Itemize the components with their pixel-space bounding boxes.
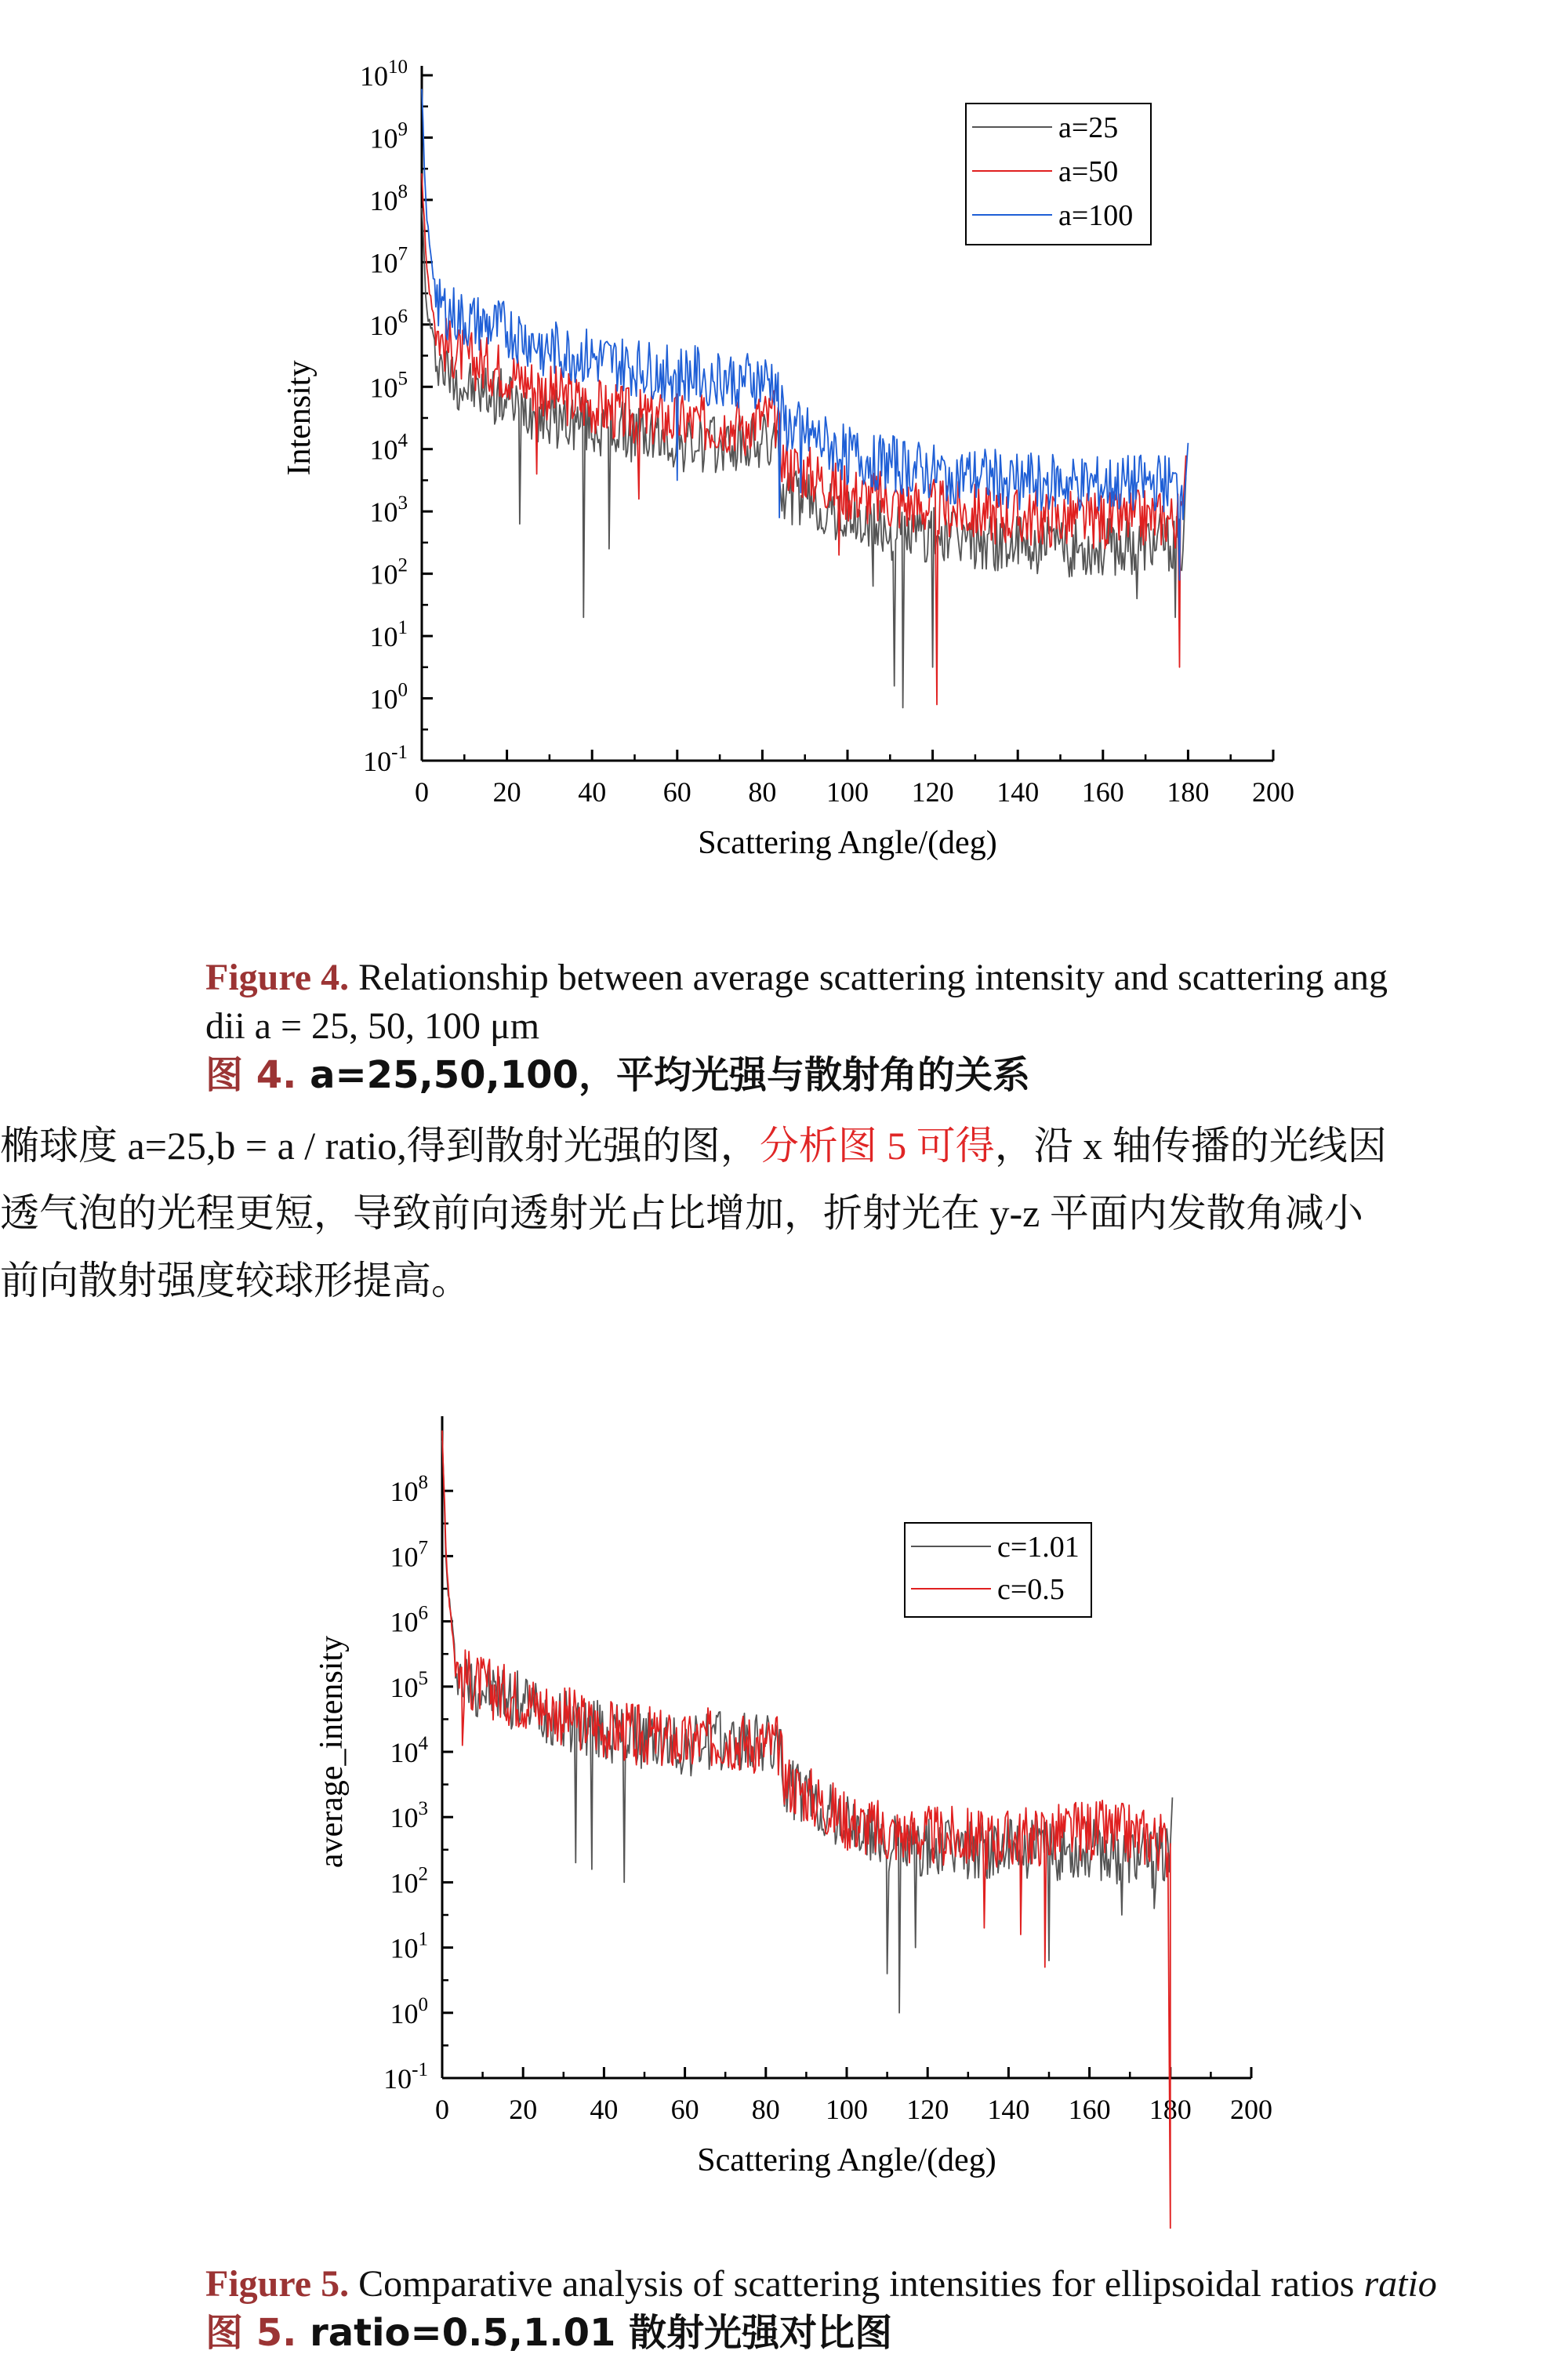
y-tick-label: $10^0$ — [390, 1993, 428, 2029]
y-tick-label: $10^{-1}$ — [383, 2059, 428, 2095]
x-tick-label: 0 — [415, 776, 429, 808]
figure-5-caption-italic: ratio — [1363, 2263, 1437, 2305]
y-tick-label: $10^2$ — [390, 1863, 428, 1899]
x-tick-label: 140 — [996, 776, 1040, 808]
y-tick-label: $10^7$ — [369, 243, 408, 279]
y-tick-label: $10^4$ — [390, 1733, 428, 1768]
x-tick-label: 200 — [1230, 2094, 1272, 2125]
y-tick-label: $10^9$ — [369, 118, 408, 154]
figure-5-cn-text: ratio=0.5,1.01 散射光强对比图 — [296, 2311, 893, 2355]
figure-4-chart — [0, 0, 1568, 886]
y-tick-label: $10^3$ — [369, 492, 408, 529]
x-tick-label: 160 — [1068, 2094, 1111, 2125]
x-tick-label: 180 — [1167, 776, 1210, 808]
y-axis-label: average_intensity — [314, 1635, 350, 1869]
y-tick-label: $10^1$ — [369, 617, 408, 653]
y-tick-label: $10^6$ — [390, 1602, 428, 1638]
y-axis-label: Intensity — [281, 360, 318, 476]
x-tick-label: 60 — [662, 776, 691, 808]
y-tick-label: $10^0$ — [369, 679, 408, 715]
legend-label: a=25 — [1058, 111, 1119, 144]
legend-label: c=0.5 — [997, 1573, 1065, 1606]
y-tick-label: $10^6$ — [369, 305, 408, 341]
y-tick-label: $10^3$ — [390, 1798, 428, 1834]
y-tick-label: $10^2$ — [369, 554, 408, 590]
figure-4-cn-text: a=25,50,100，平均光强与散射角的关系 — [296, 1053, 1030, 1097]
figure-5-caption — [205, 2260, 1437, 2358]
x-axis-label: Scattering Angle/(deg) — [698, 825, 997, 861]
figure-5-chart — [0, 1404, 1568, 2251]
paragraph-line-3: 前向散射强度较球形提高。 — [0, 1259, 470, 1303]
body-paragraph — [0, 1112, 1568, 1314]
legend-label: a=50 — [1058, 155, 1119, 188]
x-tick-label: 0 — [435, 2094, 449, 2125]
figure-4-cn-label: 图 4. — [205, 1053, 297, 1097]
x-tick-label: 40 — [590, 2094, 619, 2125]
x-tick-label: 80 — [751, 2094, 780, 2125]
x-tick-label: 100 — [826, 776, 869, 808]
figure-4-label: Figure 4. — [205, 957, 350, 998]
figure-4-caption-line2: dii a = 25, 50, 100 μm — [205, 1005, 540, 1047]
x-tick-label: 140 — [987, 2094, 1030, 2125]
x-tick-label: 80 — [748, 776, 777, 808]
x-tick-label: 180 — [1149, 2094, 1192, 2125]
y-tick-label: $10^8$ — [369, 180, 408, 216]
figure-4-svg — [0, 0, 1568, 886]
x-tick-label: 20 — [492, 776, 521, 808]
y-tick-label: $10^4$ — [369, 430, 408, 466]
x-tick-label: 120 — [906, 2094, 949, 2125]
paragraph-line-1 — [0, 1112, 1568, 1179]
y-tick-label: $10^5$ — [369, 368, 408, 404]
x-tick-label: 120 — [911, 776, 954, 808]
figure-4-caption-text: Relationship between average scattering intensity and scattering ang — [358, 957, 1388, 998]
figure-5-cn-label: 图 5. — [205, 2311, 297, 2355]
x-tick-label: 160 — [1081, 776, 1124, 808]
x-tick-label: 100 — [826, 2094, 868, 2125]
x-tick-label: 40 — [578, 776, 607, 808]
y-tick-label: $10^5$ — [390, 1667, 428, 1703]
x-tick-label: 200 — [1252, 776, 1294, 808]
y-tick-label: $10^7$ — [390, 1537, 428, 1573]
y-tick-label: $10^8$ — [390, 1472, 428, 1508]
paragraph-highlight: 分析图 5 可得 — [759, 1124, 995, 1168]
paragraph-line-2: 透气泡的光程更短，导致前向透射光占比增加，折射光在 y-z 平面内发散角减小 — [0, 1191, 1363, 1235]
legend-label: c=1.01 — [997, 1531, 1080, 1564]
x-tick-label: 20 — [509, 2094, 538, 2125]
y-tick-label: $10^{10}$ — [360, 56, 408, 92]
figure-4-caption-en — [205, 954, 1388, 1100]
legend-label: a=100 — [1058, 199, 1134, 232]
figure-5-caption-text: Comparative analysis of scattering intensities for ellipsoidal ratios — [349, 2263, 1364, 2305]
paragraph-line-1-end: ，沿 x 轴传播的光线因 — [994, 1124, 1387, 1168]
y-tick-label: $10^1$ — [390, 1928, 428, 1964]
figure-5-label: Figure 5. — [205, 2263, 350, 2305]
x-axis-label: Scattering Angle/(deg) — [697, 2142, 996, 2178]
x-tick-label: 60 — [670, 2094, 699, 2125]
y-tick-label: $10^{-1}$ — [363, 742, 408, 777]
paragraph-line-1-start: 椭球度 a=25,b = a / ratio,得到散射光强的图， — [0, 1124, 760, 1168]
figure-5-svg — [0, 1404, 1568, 2251]
